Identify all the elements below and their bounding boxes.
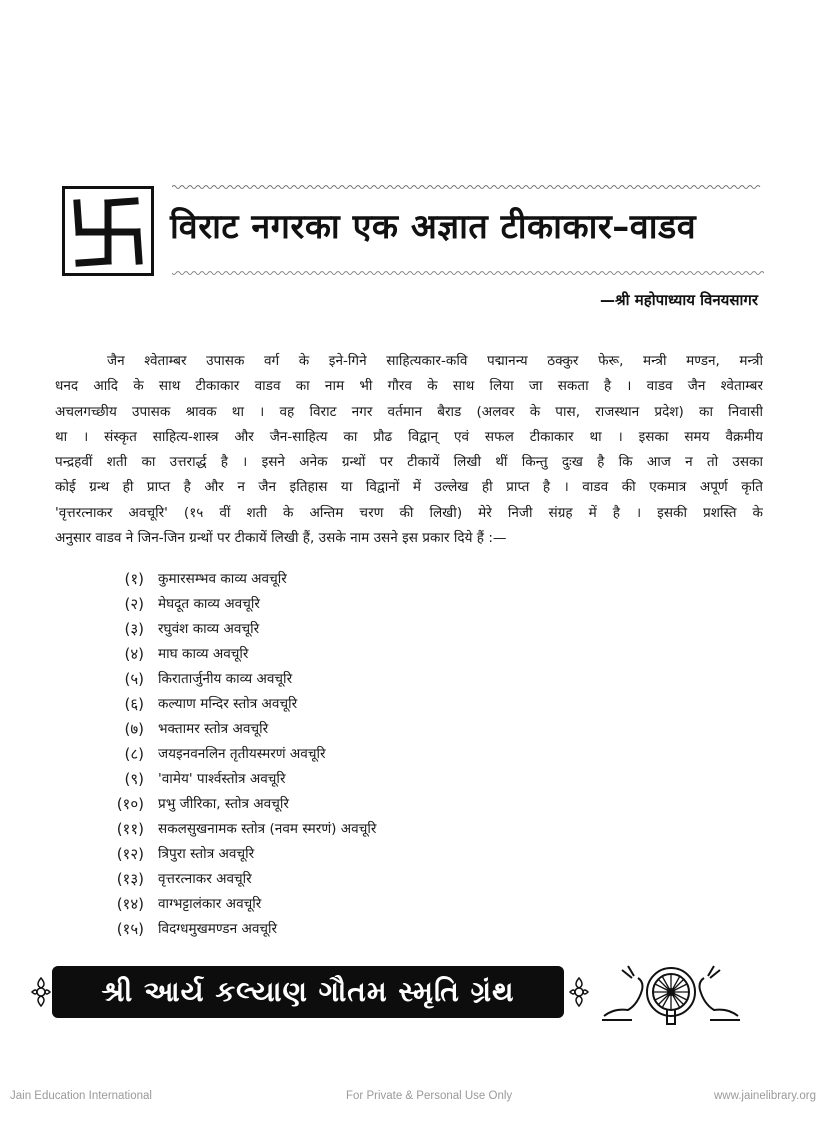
footer-website-link[interactable]: www.jainelibrary.org bbox=[713, 1090, 816, 1102]
list-label: सकलसुखनामक स्तोत्र (नवम स्मरणं) अवचूरि bbox=[158, 821, 377, 837]
list-number: (१०) bbox=[116, 795, 144, 813]
swastika-icon bbox=[62, 186, 154, 276]
page-footer bbox=[0, 1090, 828, 1110]
paragraph-line: अचलगच्छीय उपासक श्रावक था । वह विराट नगर वर्तमान बैराड (अलवर के पास, राजस्थान प्रदेश) का निवासी bbox=[55, 403, 763, 420]
decorative-wavy-rule-top bbox=[172, 183, 764, 191]
flourish-icon bbox=[30, 974, 52, 1010]
list-item bbox=[100, 642, 500, 667]
list-item bbox=[100, 717, 500, 742]
article-title: विराट नगरका एक अज्ञात टीकाकार–वाडव bbox=[170, 207, 697, 247]
list-item bbox=[100, 792, 500, 817]
works-list bbox=[100, 567, 500, 942]
list-number: (१३) bbox=[116, 870, 144, 888]
list-label: प्रभु जीरिका, स्तोत्र अवचूरि bbox=[158, 796, 289, 812]
list-item bbox=[100, 617, 500, 642]
list-label: रघुवंश काव्य अवचूरि bbox=[158, 621, 260, 637]
paragraph-line: अनुसार वाडव ने जिन-जिन ग्रन्थों पर टीकायें लिखी हैं, उसके नाम उसने इस प्रकार दिये हैं :— bbox=[55, 530, 507, 547]
list-number: (८) bbox=[124, 745, 144, 763]
flourish-icon bbox=[568, 974, 590, 1010]
list-item bbox=[100, 567, 500, 592]
list-number: (१५) bbox=[116, 920, 144, 938]
paragraph-line: 'वृत्तरत्नाकर अवचूरि' (१५ वीं शती के अन्तिम चरण की लिखी) मेरे निजी संग्रह में है । इसकी प्रशस्ति के bbox=[55, 504, 763, 521]
list-label: विदग्धमुखमण्डन अवचूरि bbox=[158, 921, 278, 937]
list-label: त्रिपुरा स्तोत्र अवचूरि bbox=[158, 846, 255, 862]
list-number: (११) bbox=[116, 820, 144, 838]
list-number: (३) bbox=[124, 620, 144, 638]
decorative-wavy-rule-bottom bbox=[172, 269, 764, 277]
list-label: वाग्भट्टालंकार अवचूरि bbox=[158, 896, 262, 912]
list-item bbox=[100, 817, 500, 842]
list-item bbox=[100, 767, 500, 792]
list-item bbox=[100, 592, 500, 617]
list-label: भक्तामर स्तोत्र अवचूरि bbox=[158, 721, 269, 737]
list-label: वृत्तरत्नाकर अवचूरि bbox=[158, 871, 252, 887]
list-item bbox=[100, 842, 500, 867]
paragraph-line: जैन श्वेताम्बर उपासक वर्ग के इने-गिने साहित्यकार-कवि पद्मानन्य ठक्कुर फेरू, मन्त्री मण्डन, मन्त्री bbox=[107, 353, 763, 369]
list-item bbox=[100, 892, 500, 917]
article-paragraph bbox=[55, 349, 763, 551]
list-number: (४) bbox=[124, 645, 144, 663]
list-number: (५) bbox=[124, 670, 144, 688]
banner-title: શ્રી આર્ય કલ્યાણ ગૌતમ સ્મૃતિ ગ્રંથ bbox=[101, 975, 515, 1008]
list-number: (६) bbox=[124, 695, 144, 713]
list-label: जयइनवनलिन तृतीयस्मरणं अवचूरि bbox=[158, 746, 326, 762]
paragraph-line: धनद आदि के साथ टीकाकार वाडव का नाम भी गौरव के साथ लिया जा सकता है । वाडव जैन श्वेताम्बर bbox=[55, 378, 763, 395]
list-number: (१४) bbox=[116, 895, 144, 913]
footer-usage-note: For Private & Personal Use Only bbox=[346, 1090, 513, 1102]
list-label: 'वामेय' पार्श्वस्तोत्र अवचूरि bbox=[158, 771, 286, 787]
list-item bbox=[100, 692, 500, 717]
list-number: (२) bbox=[124, 595, 144, 613]
list-label: मेघदूत काव्य अवचूरि bbox=[158, 596, 260, 612]
paragraph-line: पन्द्रहवीं शती का उत्तरार्द्ध है । इसने अनेक ग्रन्थों पर टीकायें लिखी थीं किन्तु दुःख है कि आज न तो उसका bbox=[55, 454, 763, 471]
article-header bbox=[62, 183, 762, 283]
list-label: कल्याण मन्दिर स्तोत्र अवचूरि bbox=[158, 696, 298, 712]
list-item bbox=[100, 667, 500, 692]
list-label: कुमारसम्भव काव्य अवचूरि bbox=[158, 571, 287, 587]
list-number: (१२) bbox=[116, 845, 144, 863]
book-title-banner bbox=[30, 962, 590, 1022]
list-item bbox=[100, 917, 500, 942]
footer-publisher: Jain Education International bbox=[10, 1090, 152, 1102]
list-label: माघ काव्य अवचूरि bbox=[158, 646, 249, 662]
list-item bbox=[100, 867, 500, 892]
list-number: (७) bbox=[124, 720, 144, 738]
list-label: किरातार्जुनीय काव्य अवचूरि bbox=[158, 671, 293, 687]
author-byline: —श्री महोपाध्याय विनयसागर bbox=[600, 291, 758, 309]
paragraph-line: था । संस्कृत साहित्य-शास्त्र और जैन-साहित्य का प्रौढ विद्वान् एवं सफल टीकाकार था । इसका समय वैक्रमीय bbox=[55, 428, 763, 445]
list-item bbox=[100, 742, 500, 767]
list-number: (९) bbox=[124, 770, 144, 788]
list-number: (१) bbox=[124, 570, 144, 588]
paragraph-line: कोई ग्रन्थ ही प्राप्त है और न जैन इतिहास या विद्वानों में उल्लेख ही प्राप्त है । वाडव की एकमात्र अपूर्ण कृति bbox=[55, 479, 763, 496]
dharma-wheel-deer-icon bbox=[596, 960, 746, 1030]
